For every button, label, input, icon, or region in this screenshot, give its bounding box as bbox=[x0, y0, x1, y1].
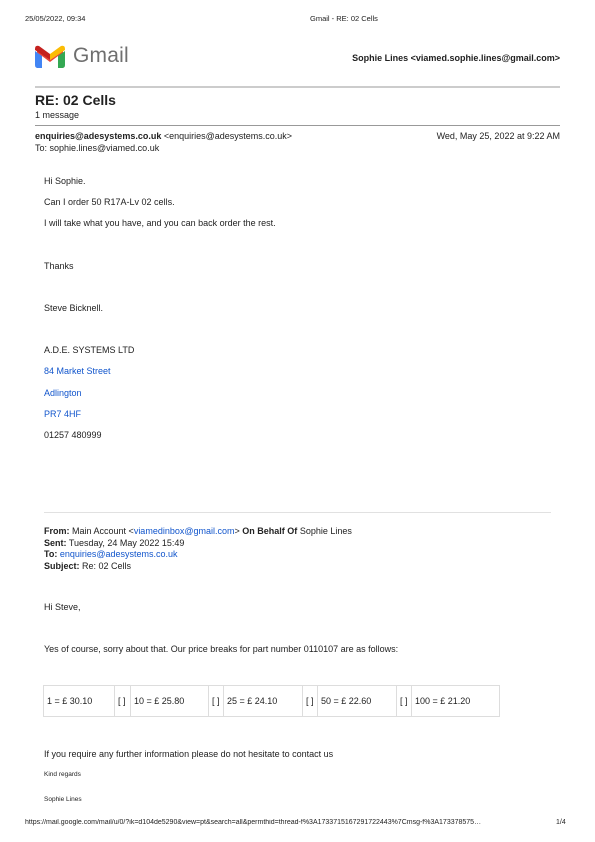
price-cell: 50 = £ 22.60 bbox=[318, 686, 397, 716]
print-url: https://mail.google.com/mail/u/0/?ik=d104de5290&view=pt&search=all&permthid=thread-f%3A1733715167291722443%7Cmsg-f%3A173378575… bbox=[25, 819, 482, 826]
quoted-to: To: enquiries@adesystems.co.uk bbox=[44, 549, 178, 559]
quoted-greeting: Hi Steve, bbox=[44, 602, 81, 612]
sender-email[interactable]: enquiries@adesystems.co.uk bbox=[35, 131, 162, 141]
print-title: Gmail - RE: 02 Cells bbox=[310, 14, 378, 23]
message-to: To: sophie.lines@viamed.co.uk bbox=[35, 143, 160, 153]
thread-subject: RE: 02 Cells bbox=[35, 92, 116, 108]
price-separator: [ ] bbox=[209, 686, 224, 716]
body-line: Can I order 50 R17A-Lv 02 cells. bbox=[44, 197, 175, 207]
quoted-subject: Subject: Re: 02 Cells bbox=[44, 561, 132, 571]
sender-email-angle: <enquiries@adesystems.co.uk> bbox=[163, 131, 293, 141]
price-separator: [ ] bbox=[303, 686, 318, 716]
body-greeting: Hi Sophie. bbox=[44, 176, 86, 186]
quoted-to-link[interactable]: enquiries@adesystems.co.uk bbox=[59, 549, 178, 559]
message-date: Wed, May 25, 2022 at 9:22 AM bbox=[436, 131, 560, 141]
message-from bbox=[35, 131, 292, 141]
subject-divider bbox=[35, 125, 560, 126]
quoted-paragraph: Yes of course, sorry about that. Our price breaks for part number 0110107 are as follows: bbox=[44, 644, 399, 654]
page-number: 1/4 bbox=[556, 819, 566, 826]
price-breaks-table bbox=[43, 685, 500, 717]
price-cell: 100 = £ 21.20 bbox=[415, 696, 471, 706]
quote-divider bbox=[44, 512, 551, 513]
price-cell: 25 = £ 24.10 bbox=[224, 686, 303, 716]
print-datetime: 25/05/2022, 09:34 bbox=[25, 14, 86, 23]
price-separator: [ ] bbox=[115, 686, 131, 716]
further-info: If you require any further information please do not hesitate to contact us bbox=[44, 749, 334, 759]
message-count: 1 message bbox=[35, 110, 80, 120]
signature: Sophie Lines bbox=[44, 796, 82, 803]
gmail-wordmark: Gmail bbox=[73, 44, 129, 67]
gmail-logo-icon bbox=[35, 45, 65, 68]
body-sender-name: Steve Bicknell. bbox=[44, 303, 104, 313]
postcode-link[interactable]: PR7 4HF bbox=[44, 409, 82, 419]
header-divider bbox=[35, 86, 560, 88]
address-link[interactable]: Adlington bbox=[44, 388, 82, 398]
price-separator: [ ] bbox=[397, 686, 412, 716]
kind-regards: Kind regards bbox=[44, 771, 81, 778]
quoted-sent: Sent: Tuesday, 24 May 2022 15:49 bbox=[44, 538, 185, 548]
quoted-from: From: Main Account <viamedinbox@gmail.com> On Behalf Of Sophie Lines bbox=[44, 526, 352, 536]
account-name: Sophie Lines <viamed.sophie.lines@gmail.com> bbox=[352, 53, 560, 63]
price-cell: 10 = £ 25.80 bbox=[131, 686, 209, 716]
body-line: I will take what you have, and you can back order the rest. bbox=[44, 218, 276, 228]
company-phone: 01257 480999 bbox=[44, 430, 102, 440]
price-cell: 1 = £ 30.10 bbox=[44, 686, 115, 716]
body-thanks: Thanks bbox=[44, 261, 74, 271]
address-link[interactable]: 84 Market Street bbox=[44, 366, 111, 376]
company-name: A.D.E. SYSTEMS LTD bbox=[44, 345, 135, 355]
quoted-from-link[interactable]: viamedinbox@gmail.com bbox=[133, 526, 235, 536]
